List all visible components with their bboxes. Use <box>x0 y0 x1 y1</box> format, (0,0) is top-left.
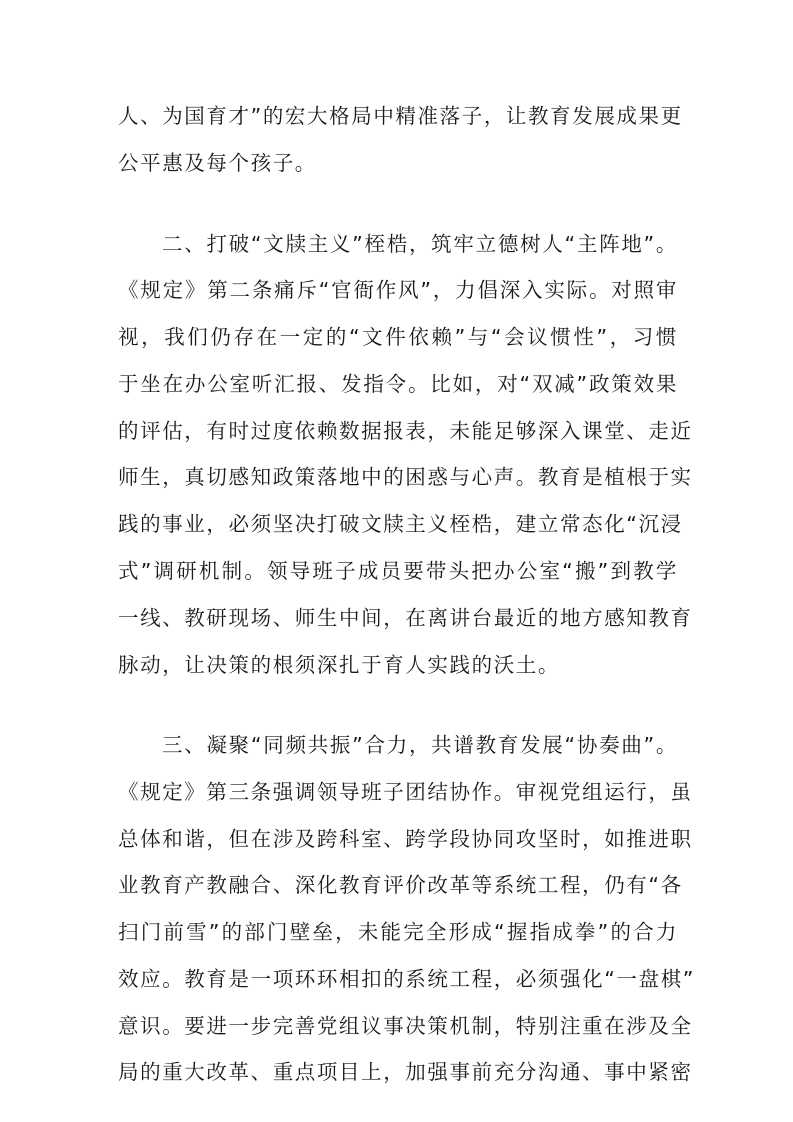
paragraph-1-line-2: 公平惠及每个孩子。 <box>118 151 317 175</box>
paragraph-1-line-1: 人、为国育才”的宏大格局中精准落子，让教育发展成果更 <box>118 104 683 128</box>
paragraph-2-heading-line: 二、打破“文牍主义”桎梏，筑牢立德树人“主阵地”。 <box>162 232 678 256</box>
paragraph-3-line-2: 《规定》第三条强调领导班子团结协作。审视党组运行，虽 <box>118 780 693 804</box>
paragraph-3-line-6: 效应。教育是一项环环相扣的系统工程，必须强化“一盘棋” <box>118 967 695 991</box>
paragraph-3-line-8: 局的重大改革、重点项目上，加强事前充分沟通、事中紧密 <box>118 1060 693 1084</box>
paragraph-3-line-7: 意识。要进一步完善党组议事决策机制，特别注重在涉及全 <box>118 1014 693 1038</box>
paragraph-2-line-9: 一线、教研现场、师生中间，在离讲台最近的地方感知教育 <box>118 606 693 630</box>
paragraph-2-line-8: 式”调研机制。领导班子成员要带头把办公室“搬”到教学 <box>118 559 678 583</box>
paragraph-2-line-4: 于坐在办公室听汇报、发指令。比如，对“双减”政策效果 <box>118 372 678 396</box>
paragraph-2-line-10: 脉动，让决策的根须深扎于育人实践的沃土。 <box>118 653 560 677</box>
paragraph-3-line-4: 业教育产教融合、深化教育评价改革等系统工程，仍有“各 <box>118 873 683 897</box>
paragraph-3-line-5: 扫门前雪”的部门壁垒，未能完全形成“握指成拳”的合力 <box>118 920 678 944</box>
paragraph-2-line-3: 视，我们仍存在一定的“文件依赖”与“会议惯性”，习惯 <box>118 325 678 349</box>
paragraph-2-line-6: 师生，真切感知政策落地中的困惑与心声。教育是植根于实 <box>118 465 693 489</box>
paragraph-3-heading-line: 三、凝聚“同频共振”合力，共谱教育发展“协奏曲”。 <box>162 733 678 757</box>
paragraph-2-line-7: 践的事业，必须坚决打破文牍主义桎梏，建立常态化“沉浸 <box>118 512 683 536</box>
paragraph-2-line-2: 《规定》第二条痛斥“官衙作风”，力倡深入实际。对照审 <box>118 278 678 302</box>
paragraph-2-line-5: 的评估，有时过度依赖数据报表，未能足够深入课堂、走近 <box>118 419 693 443</box>
paragraph-3-line-3: 总体和谐，但在涉及跨科室、跨学段协同攻坚时，如推进职 <box>118 827 693 851</box>
